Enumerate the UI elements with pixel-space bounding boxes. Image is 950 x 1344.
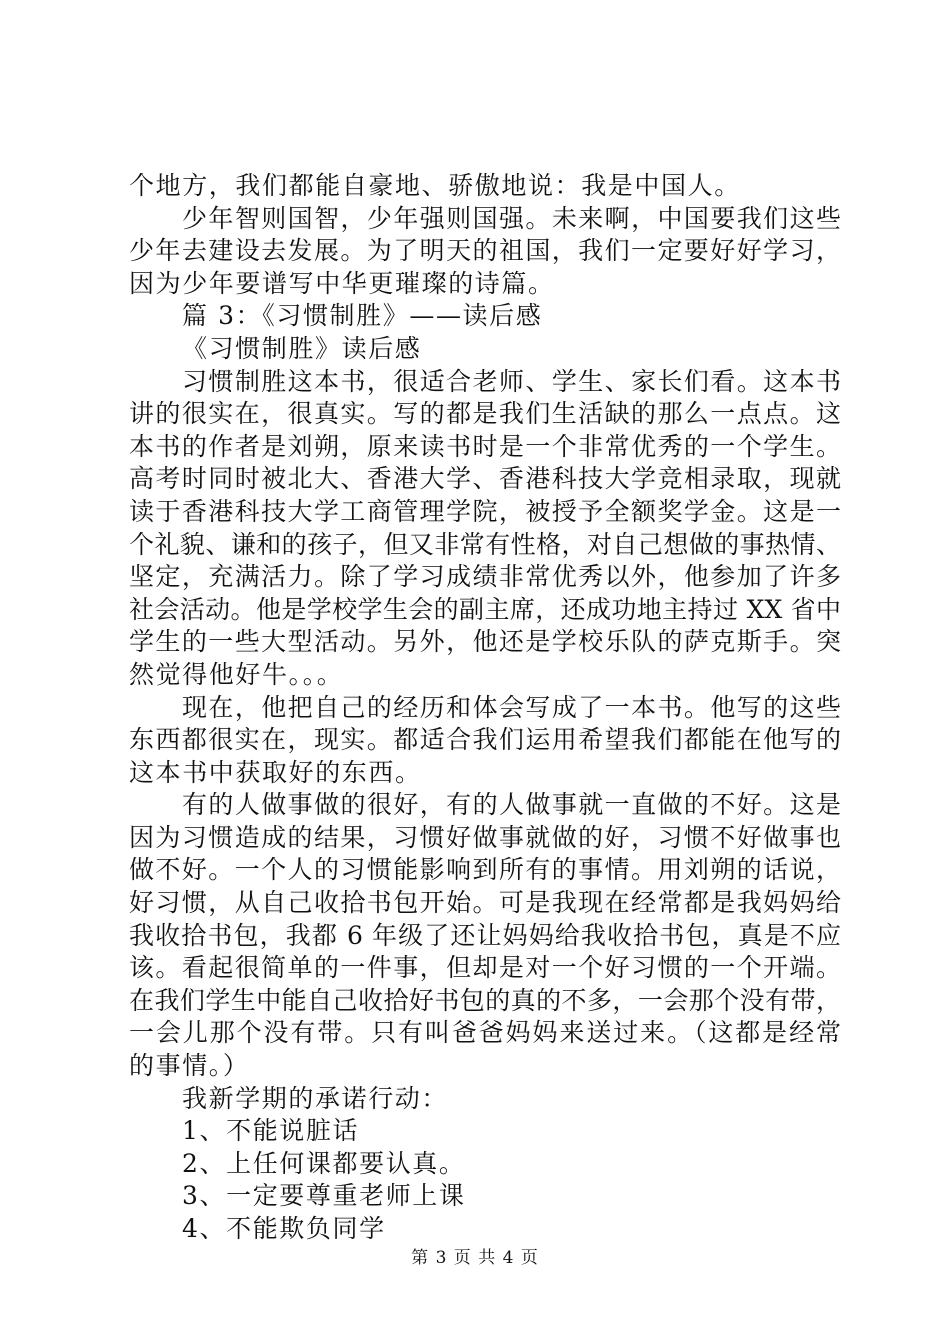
text-line: 这本书中获取好的东西。	[129, 757, 422, 787]
list-item: 1、不能说脏话	[182, 1116, 360, 1146]
text-line: 有的人做事做的很好，有的人做事就一直做的不好。这是	[182, 790, 841, 820]
section-heading: 篇 3：《习惯制胜》——读后感	[182, 301, 543, 331]
text-line: 好习惯，从自己收拾书包开始。可是我现在经常都是我妈妈给	[129, 888, 841, 918]
page-footer	[0, 1243, 950, 1268]
list-item: 3、一定要尊重老师上课	[182, 1181, 466, 1211]
text-line: 读于香港科技大学工商管理学院，被授予全额奖学金。这是一	[129, 496, 841, 526]
list-item: 4、不能欺负同学	[182, 1214, 386, 1243]
text-line: 我新学期的承诺行动：	[182, 1083, 449, 1113]
text-line: 少年去建设去发展。为了明天的祖国，我们一定要好好学习，	[129, 236, 841, 266]
text-line: 因为习惯造成的结果，习惯好做事就做的好，习惯不好做事也	[129, 822, 841, 852]
text-line: 因为少年要谱写中华更璀璨的诗篇。	[129, 268, 555, 298]
text-line: 学生的一些大型活动。另外，他还是学校乐队的萨克斯手。突	[129, 627, 841, 657]
text-line: 讲的很实在，很真实。写的都是我们生活缺的那么一点点。这	[129, 399, 841, 429]
text-line: 一会儿那个没有带。只有叫爸爸妈妈来送过来。（这都是经常	[129, 1018, 841, 1048]
text-line: 在我们学生中能自己收拾好书包的真的不多，一会那个没有带，	[129, 985, 841, 1015]
text-line: 我收拾书包，我都 6 年级了还让妈妈给我收拾书包，真是不应	[129, 920, 841, 950]
text-line: 做不好。一个人的习惯能影响到所有的事情。用刘朔的话说，	[129, 855, 841, 885]
text-line: 高考时同时被北大、香港大学、香港科技大学竞相录取，现就	[129, 464, 841, 494]
text-line: 东西都很实在，现实。都适合我们运用希望我们都能在他写的	[129, 725, 841, 755]
list-item: 2、上任何课都要认真。	[182, 1148, 466, 1178]
page-number: 第 3 页 共 4 页	[411, 1248, 539, 1268]
article-title: 《习惯制胜》读后感	[182, 333, 422, 363]
text-line: 习惯制胜这本书，很适合老师、学生、家长们看。这本书	[182, 366, 841, 396]
text-line: 个礼貌、谦和的孩子，但又非常有性格，对自己想做的事热情、	[129, 529, 841, 559]
text-line: 现在，他把自己的经历和体会写成了一本书。他写的这些	[182, 692, 841, 722]
text-line: 本书的作者是刘朔，原来读书时是一个非常优秀的一个学生。	[129, 431, 841, 461]
text-line: 少年智则国智，少年强则国强。未来啊，中国要我们这些	[182, 203, 841, 233]
text-line: 该。看起很简单的一件事，但却是对一个好习惯的一个开端。	[129, 953, 841, 983]
text-line: 坚定，充满活力。除了学习成绩非常优秀以外，他参加了许多	[129, 562, 841, 592]
text-line: 个地方，我们都能自豪地、骄傲地说：我是中国人。	[129, 171, 741, 200]
text-line: 然觉得他好牛。。。	[129, 659, 344, 689]
text-line: 社会活动。他是学校学生会的副主席，还成功地主持过 XX 省中	[129, 594, 841, 624]
text-line: 的事情。）	[129, 1051, 250, 1081]
document-body	[129, 170, 841, 1246]
